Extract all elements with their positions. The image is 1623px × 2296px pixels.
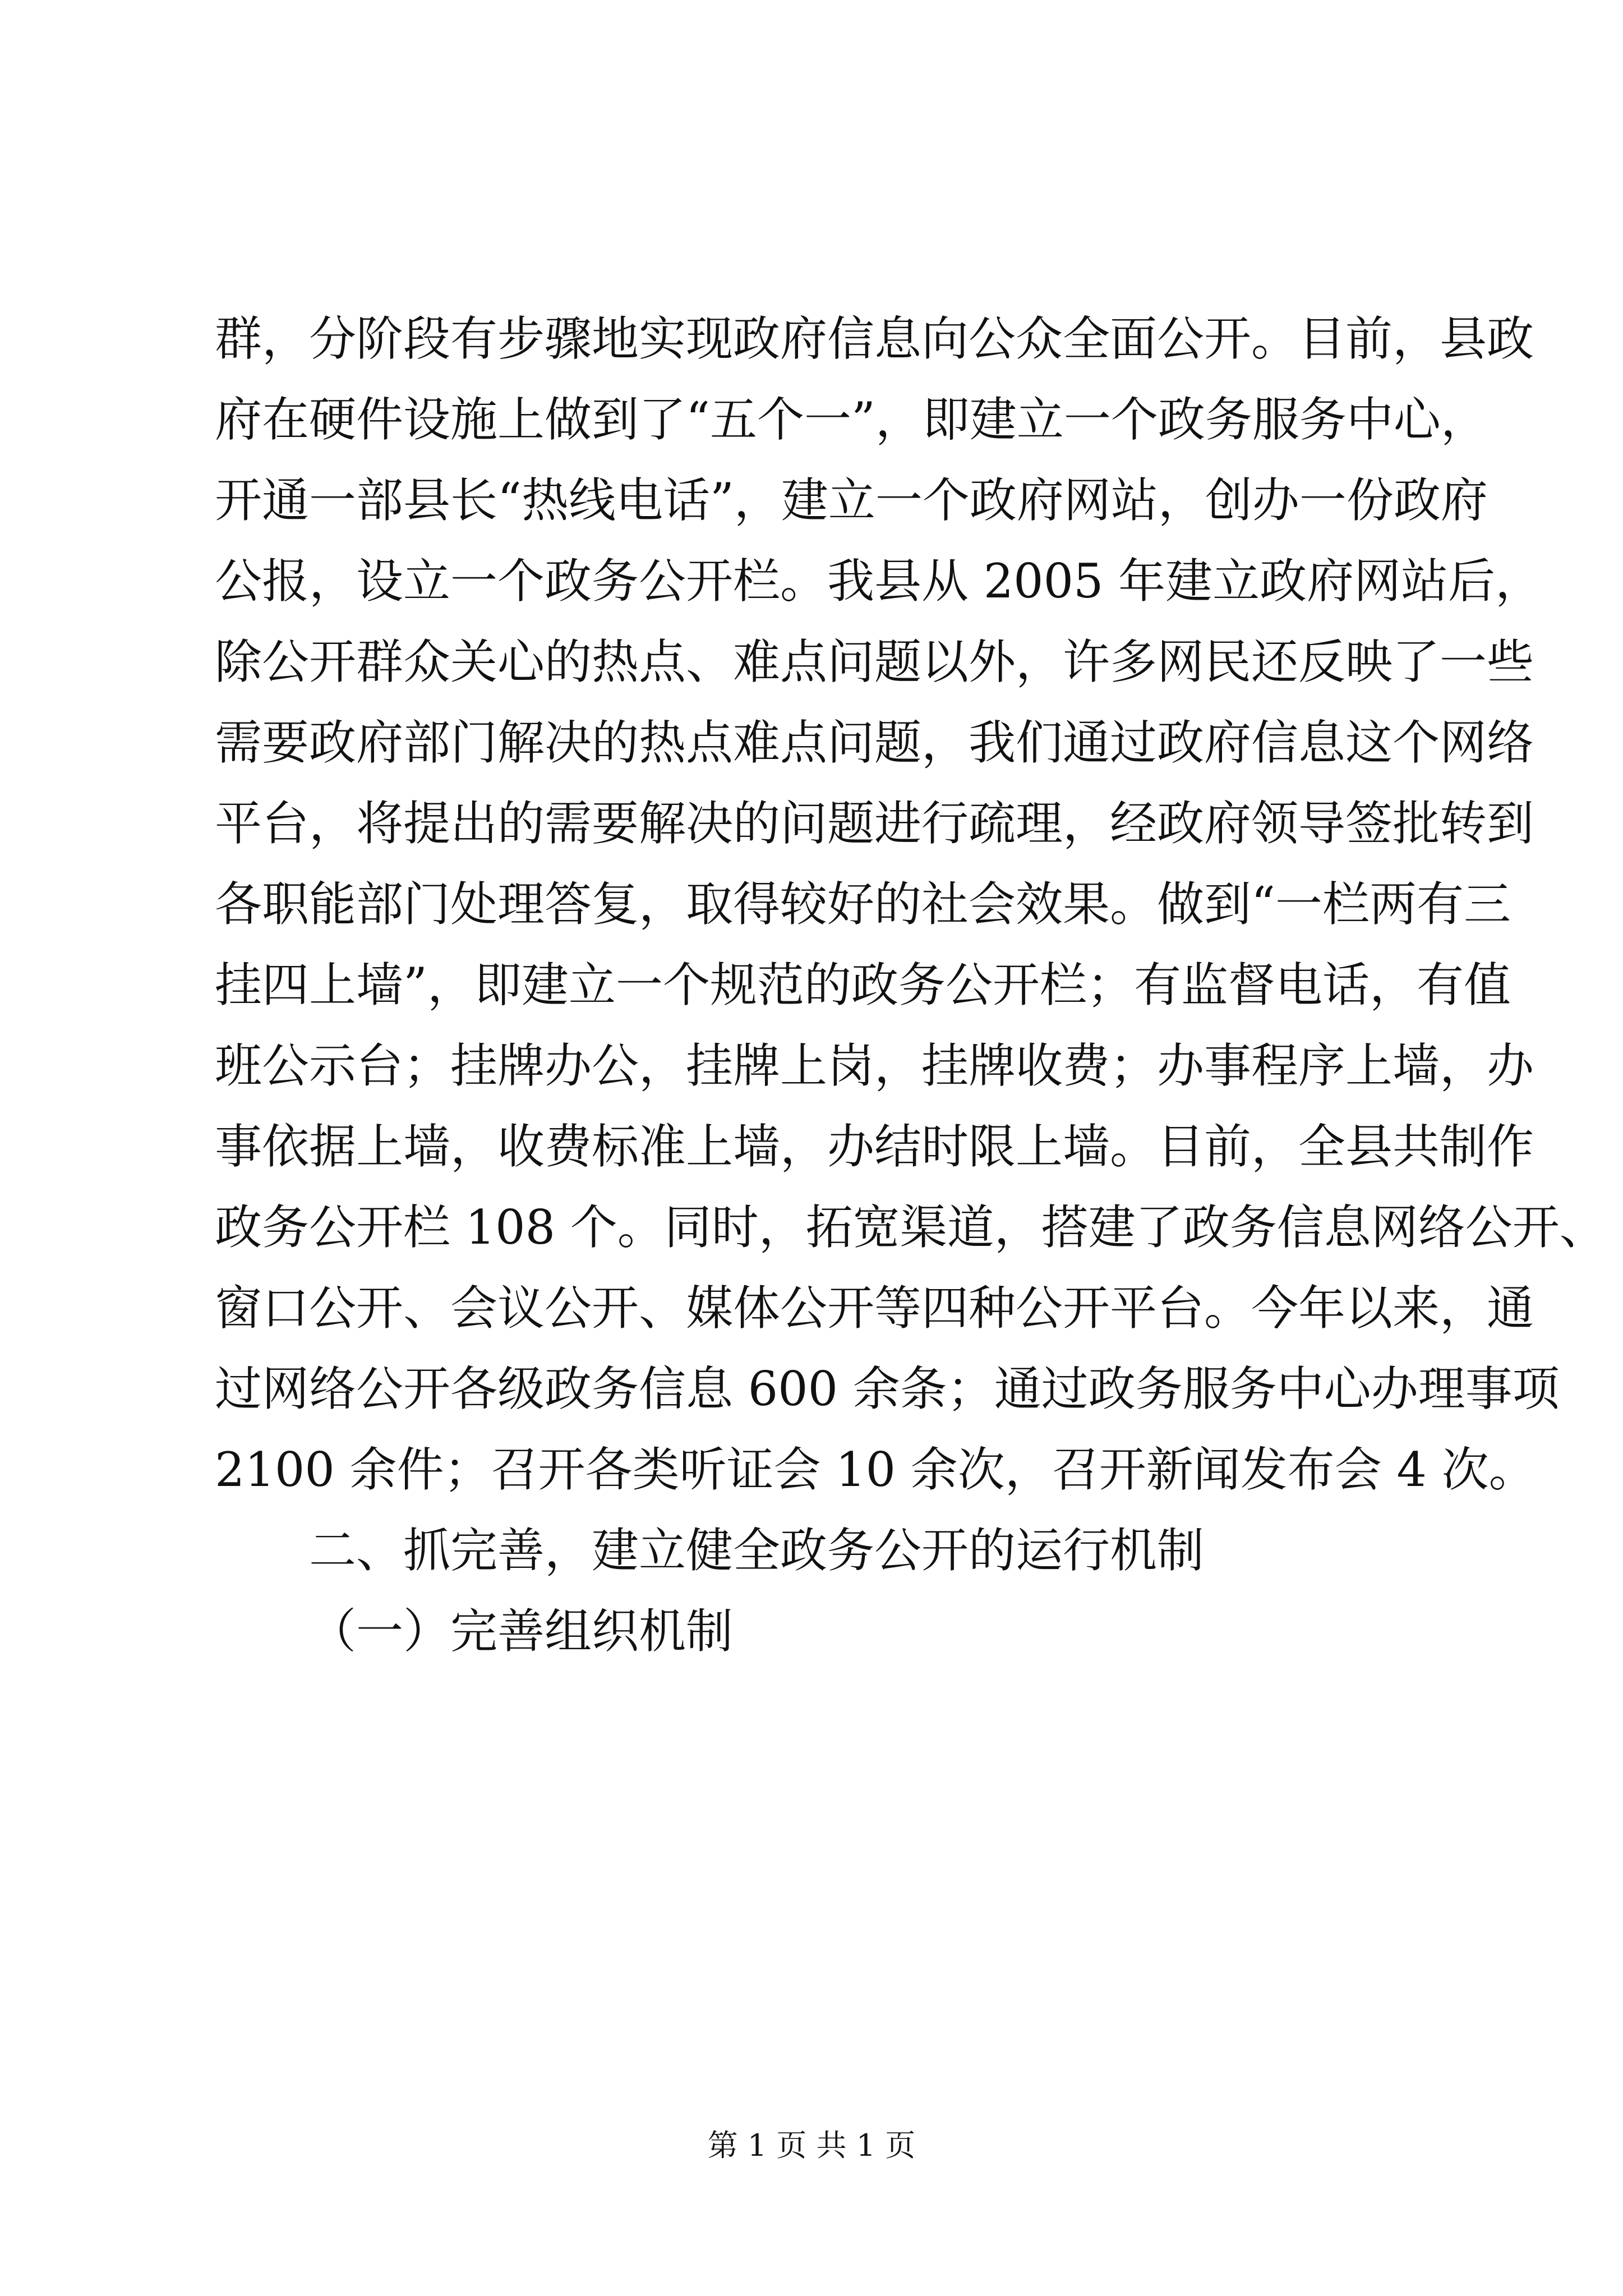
section-heading: 二、抓完善，建立健全政务公开的运行机制 xyxy=(309,1523,1205,1578)
paragraph-line: 除公开群众关心的热点、难点问题以外，许多网民还反映了一些 xyxy=(215,634,1534,689)
paragraph-line: 开通一部县长“热线电话”，建立一个政府网站，创办一份政府 xyxy=(215,473,1488,528)
paragraph-line: 窗口公开、会议公开、媒体公开等四种公开平台。今年以来，通 xyxy=(215,1281,1534,1336)
paragraph-line: 政务公开栏 108 个。同时，拓宽渠道，搭建了政务信息网络公开、 xyxy=(215,1200,1607,1255)
paragraph-line: 过网络公开各级政务信息 600 余条；通过政务服务中心办理事项 xyxy=(215,1361,1560,1416)
page-footer: 第 1 页 共 1 页 xyxy=(707,2128,916,2163)
paragraph-line: 班公示台；挂牌办公，挂牌上岗，挂牌收费；办事程序上墙，办 xyxy=(215,1038,1534,1093)
paragraph-line-last: 2100 余件；召开各类听证会 10 余次，召开新闻发布会 4 次。 xyxy=(215,1442,1536,1497)
paragraph-line: 各职能部门处理答复，取得较好的社会效果。做到“一栏两有三 xyxy=(215,877,1511,932)
paragraph-line: 平台，将提出的需要解决的问题进行疏理，经政府领导签批转到 xyxy=(215,796,1534,851)
paragraph-line: 需要政府部门解决的热点难点问题，我们通过政府信息这个网络 xyxy=(215,715,1534,770)
paragraph-line: 公报，设立一个政务公开栏。我县从 2005 年建立政府网站后， xyxy=(215,554,1543,609)
paragraph-line: 群，分阶段有步骤地实现政府信息向公众全面公开。目前，县政 xyxy=(215,311,1534,366)
paragraph-line: 事依据上墙，收费标准上墙，办结时限上墙。目前，全县共制作 xyxy=(215,1119,1534,1174)
body-text xyxy=(215,298,1607,1672)
paragraph-line: 府在硬件设施上做到了“五个一”，即建立一个政务服务中心， xyxy=(215,392,1488,447)
subsection-heading: （一）完善组织机制 xyxy=(309,1604,734,1659)
paragraph-line: 挂四上墙”，即建立一个规范的政务公开栏；有监督电话，有值 xyxy=(215,958,1511,1013)
